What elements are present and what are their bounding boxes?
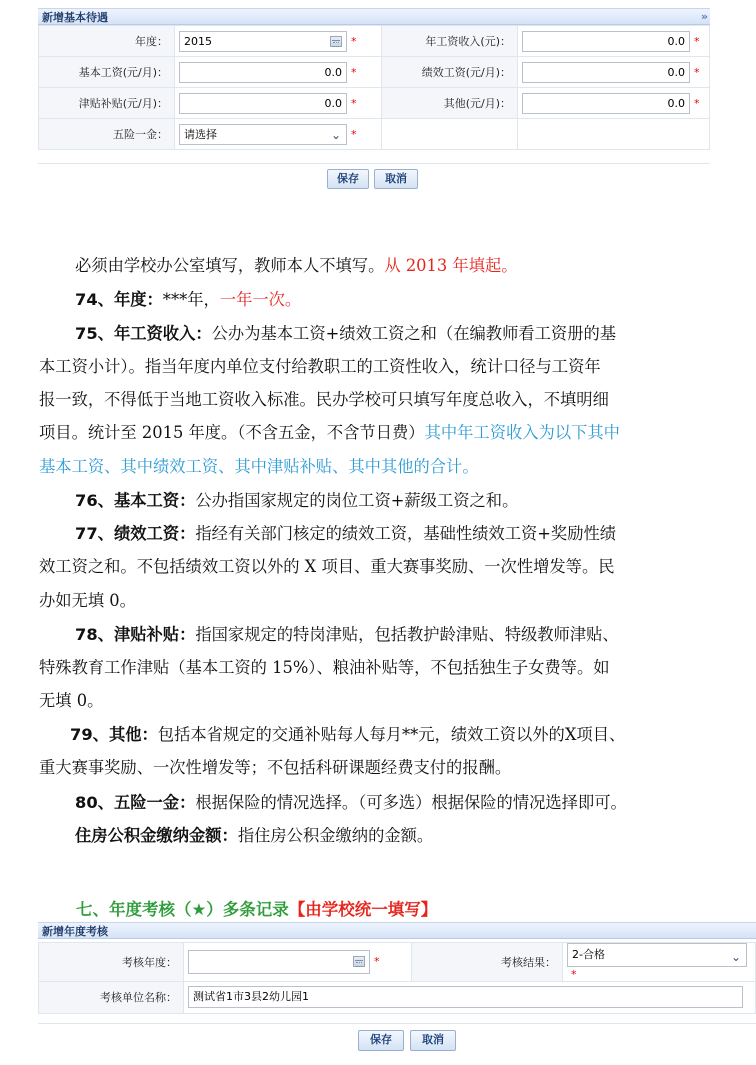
year-input[interactable]: 2015 — [179, 31, 347, 52]
text-line: 无填 0。 — [39, 691, 104, 710]
required-mark: * — [351, 127, 357, 141]
text-line: 必须由学校办公室填写，教师本人不填写。从 2013 年填起。 — [75, 256, 518, 275]
allowance-label: 津贴补贴(元/月)： — [39, 88, 175, 119]
review-unit-label: 考核单位名称： — [39, 981, 184, 1013]
text-line: 效工资之和。不包括绩效工资以外的 X 项目、重大赛事奖励、一次性增发等。民 — [39, 557, 615, 576]
text-line: 本工资小计）。指当年度内单位支付给教职工的工资性收入，统计口径与工资年 — [39, 357, 601, 376]
panel-title: 新增基本待遇 — [42, 11, 108, 24]
save-button[interactable]: 保存 — [358, 1030, 404, 1051]
annual-review-form-panel — [38, 922, 756, 1065]
chevron-down-icon: ⌄ — [730, 950, 741, 964]
review-year-input[interactable] — [188, 950, 370, 974]
section-heading: 七、年度考核（★）多条记录【由学校统一填写】 — [76, 900, 438, 919]
collapse-icon[interactable]: » — [700, 10, 708, 23]
required-mark: * — [351, 65, 357, 79]
text-line: 78、津贴补贴：指国家规定的特岗津贴，包括教护龄津贴、特级教师津贴、 — [75, 625, 619, 644]
required-mark: * — [374, 955, 380, 969]
other-label: 其他(元/月)： — [382, 88, 518, 119]
annual-income-input[interactable]: 0.0 — [522, 31, 690, 52]
panel-header — [38, 8, 710, 25]
text-line: 77、绩效工资：指经有关部门核定的绩效工资，基础性绩效工资+奖励性绩 — [75, 524, 617, 543]
text-line: 报一致，不得低于当地工资收入标准。民办学校可只填写年度总收入，不填明细 — [39, 390, 609, 409]
text-line: 项目。统计至 2015 年度。（不含五金，不含节日费）其中年工资收入为以下其中 — [39, 423, 620, 442]
allowance-input[interactable]: 0.0 — [179, 93, 347, 114]
calendar-icon[interactable] — [353, 956, 365, 967]
text-line: 基本工资、其中绩效工资、其中津贴补贴、其中其他的合计。 — [39, 457, 479, 476]
required-mark: * — [351, 34, 357, 48]
basic-pay-form-table — [38, 25, 710, 150]
required-mark: * — [694, 65, 700, 79]
insurance-label: 五险一金： — [39, 119, 175, 150]
review-result-label: 考核结果： — [412, 943, 563, 982]
save-button[interactable]: 保存 — [327, 169, 369, 189]
text-line: 特殊教育工作津贴（基本工资的 15%）、粮油补贴等，不包括独生子女费等。如 — [39, 658, 610, 677]
basic-salary-label: 基本工资(元/月)： — [39, 57, 175, 88]
review-unit-input[interactable]: 测试省1市3县2幼儿园1 — [188, 986, 743, 1008]
panel-title: 新增年度考核 — [42, 925, 108, 938]
text-line: 76、基本工资：公办指国家规定的岗位工资+薪级工资之和。 — [75, 491, 519, 510]
text-line: 75、年工资收入：公办为基本工资+绩效工资之和（在编教师看工资册的基 — [75, 324, 617, 343]
required-mark: * — [351, 96, 357, 110]
text-line: 住房公积金缴纳金额：指住房公积金缴纳的金额。 — [75, 826, 434, 845]
cancel-button[interactable]: 取消 — [374, 169, 418, 189]
basic-salary-input[interactable]: 0.0 — [179, 62, 347, 83]
required-mark: * — [694, 34, 700, 48]
year-label: 年度： — [39, 26, 175, 57]
annual-income-label: 年工资收入(元)： — [382, 26, 518, 57]
other-input[interactable]: 0.0 — [522, 93, 690, 114]
panel-header — [38, 922, 756, 939]
basic-pay-form-panel — [38, 8, 710, 192]
performance-pay-input[interactable]: 0.0 — [522, 62, 690, 83]
required-mark: * — [694, 96, 700, 110]
text-line: 74、年度：***年，一年一次。 — [75, 290, 302, 309]
required-mark: * — [571, 967, 577, 981]
text-line: 办如无填 0。 — [39, 591, 136, 610]
calendar-icon[interactable] — [330, 36, 342, 47]
text-line: 重大赛事奖励、一次性增发等；不包括科研课题经费支付的报酬。 — [39, 758, 512, 777]
annual-review-form-table — [38, 942, 756, 1014]
cancel-button[interactable]: 取消 — [410, 1030, 456, 1051]
insurance-select[interactable]: 请选择 ⌄ — [179, 124, 347, 145]
text-line: 80、五险一金：根据保险的情况选择。（可多选）根据保险的情况选择即可。 — [75, 793, 627, 812]
performance-pay-label: 绩效工资(元/月)： — [382, 57, 518, 88]
text-line: 79、其他：包括本省规定的交通补贴每人每月**元，绩效工资以外的X项目、 — [70, 725, 626, 744]
review-year-label: 考核年度： — [39, 943, 184, 982]
chevron-down-icon: ⌄ — [330, 127, 341, 142]
review-result-select[interactable]: 2-合格 ⌄ — [567, 943, 747, 967]
